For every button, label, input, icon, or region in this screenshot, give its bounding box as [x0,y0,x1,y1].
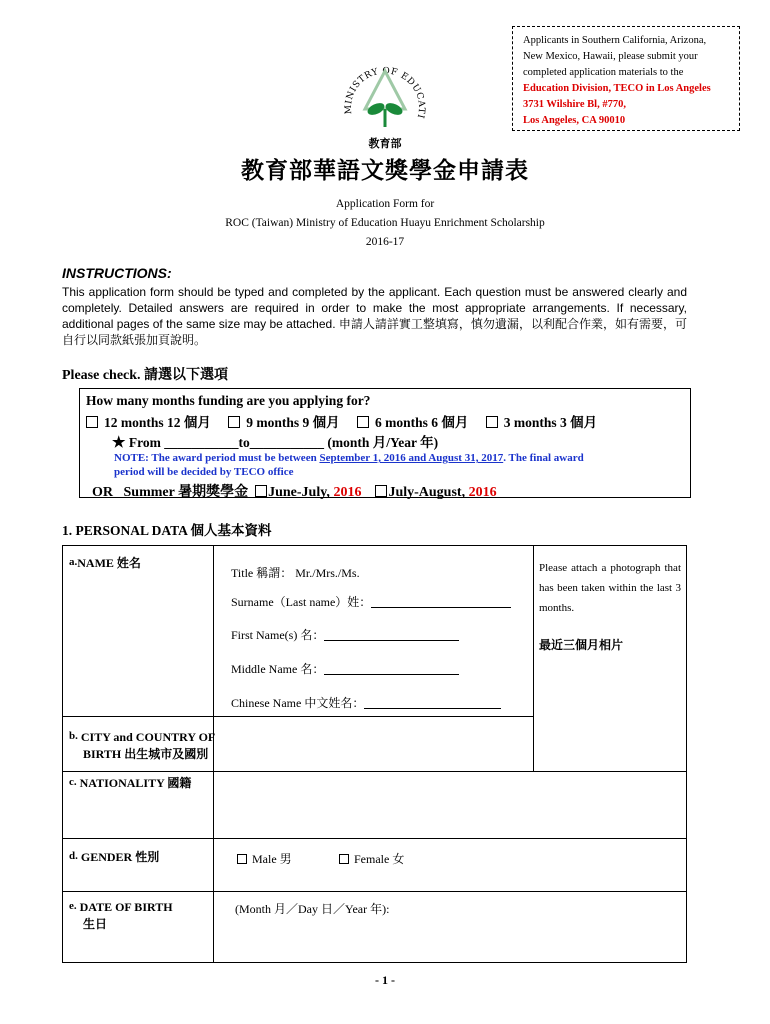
summer-option-july-august: July-August, [388,485,469,500]
name-label: a.NAME 姓名 [69,556,141,570]
note-dates: September 1, 2016 and August 31, 2017 [319,452,504,464]
birth-city-label: b. CITY and COUNTRY OF BIRTH 出生城市及國別 [69,730,216,761]
page-number: - 1 - [375,973,395,987]
month-year-hint: (month 月/Year 年) [327,435,439,450]
chinese-name-field[interactable]: Chinese Name 中文姓名： [231,694,501,711]
notice-address: Los Angeles, CA 90010 [523,115,626,126]
ministry-logo [335,57,435,157]
notice-line: completed application materials to the [523,67,684,78]
funding-period [112,431,438,452]
option-9-months: 9 months 9 個月 [246,415,340,430]
option-6-months: 6 months 6 個月 [375,415,469,430]
checkbox-9-months[interactable] [228,416,240,428]
funding-section [79,388,691,498]
funding-options [86,411,597,431]
checkbox-6-months[interactable] [357,416,369,428]
gender-label: d. GENDER 性別 [69,850,160,864]
notice-line: Applicants in Southern California, Arizona, [523,35,707,46]
date-of-birth-format: (Month 月／Day 日／Year 年): [235,902,390,916]
funding-question: How many months funding are you applying for? [86,393,371,408]
section-personal-data-title: 1. PERSONAL DATA 個人基本資料 [62,523,272,538]
checkbox-3-months[interactable] [486,416,498,428]
date-of-birth-label: e. DATE OF BIRTH 生日 [69,900,173,931]
title-field: Title 稱謂： Mr./Mrs./Ms. [231,566,360,580]
photo-instruction: Please attach a photograph that has been taken within the last 3 months. [539,562,681,614]
summer-option-june-july: June-July, [268,485,334,500]
summer-year-2: 2016 [468,485,497,500]
gender-female-option[interactable]: Female 女 [339,850,404,867]
first-name-field[interactable]: First Name(s) 名： [231,626,459,643]
photo-instruction-chinese: 最近三個月相片 [539,638,624,652]
option-3-months: 3 months 3 個月 [503,415,598,430]
please-check-label: Please check. 請選以下選項 [62,368,229,383]
award-period-note [114,451,688,479]
or-label: OR [92,485,113,500]
submission-notice [512,26,740,131]
nationality-label: c. NATIONALITY 國籍 [69,776,192,790]
note-suffix: . The final award [503,452,584,464]
note-prefix: NOTE: The award period must be between [114,452,320,464]
checkbox-june-july[interactable] [255,485,267,497]
form-year: 2016-17 [365,236,405,248]
logo-ring-text: MINISTRY OF EDUCATI [343,66,427,120]
notice-address: Education Division, TECO in Los Angeles [523,83,711,94]
to-label: to [238,435,250,450]
form-title-english-1: Application Form for [335,198,435,210]
to-input[interactable]: ___________ [249,435,324,450]
logo-center-text: 教育部 [368,137,402,150]
instructions-body: This application form should be typed and completed by the applicant. Each question must be answered clearly and completely. Detailed answers are required in order to make the most appropriate arrangements. If necessary, additional pages of the same size may be attached. 申請人請詳實工整填寫，慎勿遺漏，以利配合作業，如有需要，可自行以同款紙張加頁說明。 [62,285,687,347]
checkbox-july-august[interactable] [375,485,387,497]
ministry-seal-icon [335,57,435,157]
form-title-english-2: ROC (Taiwan) Ministry of Education Huayu Enrichment Scholarship [225,217,545,229]
female-checkbox[interactable] [339,854,349,864]
personal-data-table [62,545,687,963]
from-input[interactable]: ___________ [164,435,239,450]
notice-line: New Mexico, Hawaii, please submit your [523,51,698,62]
option-12-months: 12 months 12 個月 [104,415,211,430]
instructions-heading: INSTRUCTIONS: [62,265,172,281]
summer-options [92,481,497,501]
note-line2: period will be decided by TECO office [114,466,294,478]
notice-address: 3731 Wilshire Bl, #770, [523,99,626,110]
from-label: From [128,435,161,450]
summer-label: Summer 暑期獎學金 [123,485,249,500]
male-checkbox[interactable] [237,854,247,864]
star-icon: ★ [112,435,126,451]
surname-field[interactable]: Surname（Last name）姓： [231,593,511,610]
summer-year-1: 2016 [333,485,362,500]
checkbox-12-months[interactable] [86,416,98,428]
gender-male-option[interactable]: Male 男 [237,850,292,867]
form-title-chinese: 教育部華語文獎學金申請表 [241,157,529,184]
middle-name-field[interactable]: Middle Name 名： [231,660,459,677]
